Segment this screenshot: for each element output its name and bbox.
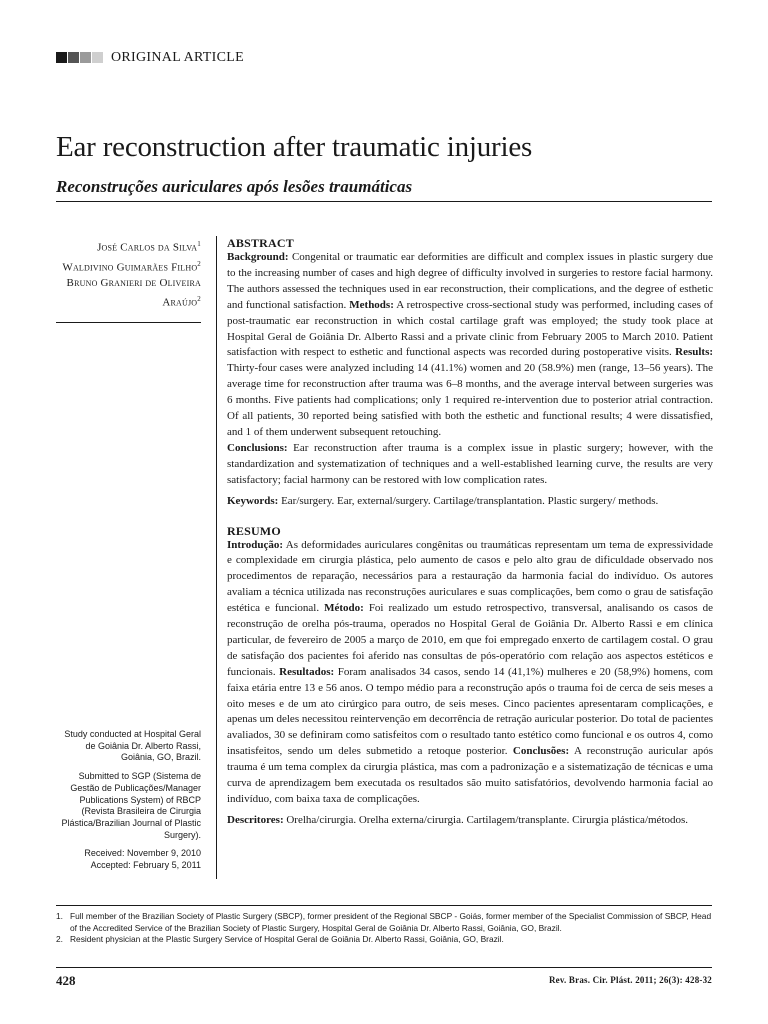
abstract-heading: ABSTRACT [227, 236, 294, 250]
footnotes-divider [56, 905, 712, 906]
footnote: 1. Full member of the Brazilian Society of Plastic Surgery (SBCP), former president of the Regional SBCP - Goiás, former member of the Specialist Commission of SBCP, Head of the Accredited Service of the Brazilian Society of Plastic Surgery, Hospital Geral de Goiânia Dr. Alberto Rassi, Goiânia, GO, Brazil. [56, 911, 712, 933]
section-header [56, 51, 244, 64]
author: Bruno Granieri de Oliveira Araújo$^2$ [66, 277, 201, 309]
footnote: 2. Resident physician at the Plastic Surgery Service of Hospital Geral de Goiânia Dr. Alberto Rassi, Goiânia, GO, Brazil. [56, 934, 504, 944]
descritores: Descritores: Orelha/cirurgia. Orelha externa/cirurgia. Cartilagem/transplante. Cirurgia plástica/métodos. [227, 813, 689, 826]
abstract-body: Background: Congenital or traumatic ear deformities are difficult and complex issues in plastic surgery due to the increasing number of cases and high degree of difficulty involved in surgeries to restore facial harmony. The authors assessed the techniques used in ear reconstruction, their complications, and the degree of esthetic and functional satisfaction. Methods: A retrospective cross-sectional study was performed, including cases of post-traumatic ear reconstruction in which costal cartilage graft was employed; the study took place at Hospital Geral de Goiânia Dr. Alberto Rassi and a private clinic from February 2005 to March 2010. Patient satisfaction with respect to esthetic and functional aspects was recorded during postoperative visits. Results: Thirty-four cases were analyzed including 14 (41.1%) women and 20 (58.9%) men (range, 13–56 years). The average time for reconstruction after trauma was 6–8 months, and the average interval between surgeries was 6 months. Five patients had complications; only 1 required re-intervention due to posterior atrial contraction. Of all patients, 30 reported being satisfied with both the esthetic and functional results; 4 were dissatisfied, and 1 of them underwent subsequent retouching. Conclusions: Ear reconstruction after trauma is a complex issue in plastic surgery; however, with the standardization and systematization of techniques and a well-established learning curve, the results are very satisfactory; facial harmony can be restored with low complication rates. [227, 251, 714, 486]
authors-divider [56, 322, 201, 323]
journal-reference: Rev. Bras. Cir. Plást. 2011; 26(3): 428-32 [548, 975, 712, 985]
resumo-heading: RESUMO [227, 523, 281, 538]
footnotes [56, 911, 712, 946]
footer-divider [56, 967, 712, 968]
abstract-column [227, 236, 713, 829]
study-location-note: Study conducted at Hospital Geral de Goiânia Dr. Alberto Rassi, Goiânia, GO, Brazil. [64, 729, 201, 763]
section-label: ORIGINAL ARTICLE [111, 49, 244, 65]
received-date: Received: November 9, 2010 [84, 848, 201, 859]
title-divider [56, 201, 712, 202]
article-subtitle: Reconstruções auriculares após lesões traumáticas [56, 177, 413, 196]
section-marker-square [56, 52, 67, 63]
article-notes [56, 729, 201, 879]
keywords: Keywords: Ear/surgery. Ear, external/surgery. Cartilage/transplantation. Plastic surgery/ methods. [227, 494, 659, 507]
submission-note: Submitted to SGP (Sistema de Gestão de Publicações/Manager Publications System) of RBCP (Revista Brasileira de Cirurgia Plástica/Brazilian Journal of Plastic Surgery). [61, 771, 201, 840]
author-list [56, 236, 201, 311]
author: Waldivino Guimarães Filho$^2$ [62, 259, 201, 274]
section-marker-square [80, 52, 91, 63]
page-number: 428 [56, 973, 76, 988]
article-title: Ear reconstruction after traumatic injuries [56, 131, 533, 163]
author: José Carlos da Silva$^1$ [97, 240, 201, 254]
accepted-date: Accepted: February 5, 2011 [90, 860, 201, 871]
section-marker-square [68, 52, 79, 63]
section-marker-square [92, 52, 103, 63]
column-divider [216, 236, 217, 879]
resumo-body: Introdução: As deformidades auriculares congênitas ou traumáticas representam um tema de expressividade e complexidade em cirurgia plástica, pelo aumento de casos e pelo alto grau de dificuldade observado nos procedimentos de reparação, necessários para a restauração da harmonia facial do indivíduo. Os autores avaliam a técnica utilizada nas reconstruções auriculares e suas complicações, bem como o grau de satisfação estética e funcional. Método: Foi realizado um estudo retrospectivo, transversal, analisando os casos de reconstrução de orelha pós-trauma, operados no Hospital Geral de Goiânia Dr. Alberto Rassi e em clínica particular, de fevereiro de 2005 a março de 2010, em que foi empregado enxerto de cartilagem costal. O grau de satisfação dos pacientes foi aferido nas consultas de pós-operatório com relação aos aspectos estéticos e funcionais. Resultados: Foram analisados 34 casos, sendo 14 (41,1%) mulheres e 20 (58,9%) homens, com faixa etária entre 13 e 56 anos. O tempo médio para a reconstrução após o trauma foi de cerca de seis meses a oito meses e de um ato cirúrgico para outro, de seis meses. Cinco pacientes apresentaram complicações, e apenas um deles necessitou reintervenção em decorrência de retração auricular posterior. Do total de pacientes avaliados, 30 se definiram como satisfeitos com o resultado tanto estético como funcional e os outros 4, como insatisfeitos, sendo um deles submetido a retoque posterior. Conclusões: A reconstrução auricular após trauma é um tema complex da cirurgia plástica, mas com a padronização e a sistematização de técnicas e uma curva de aprendizagem bem executada os resultados são muito satisfatórios, devolvendo harmonia facial ao indivíduo, com baixa taxa de complicações. [227, 538, 714, 805]
